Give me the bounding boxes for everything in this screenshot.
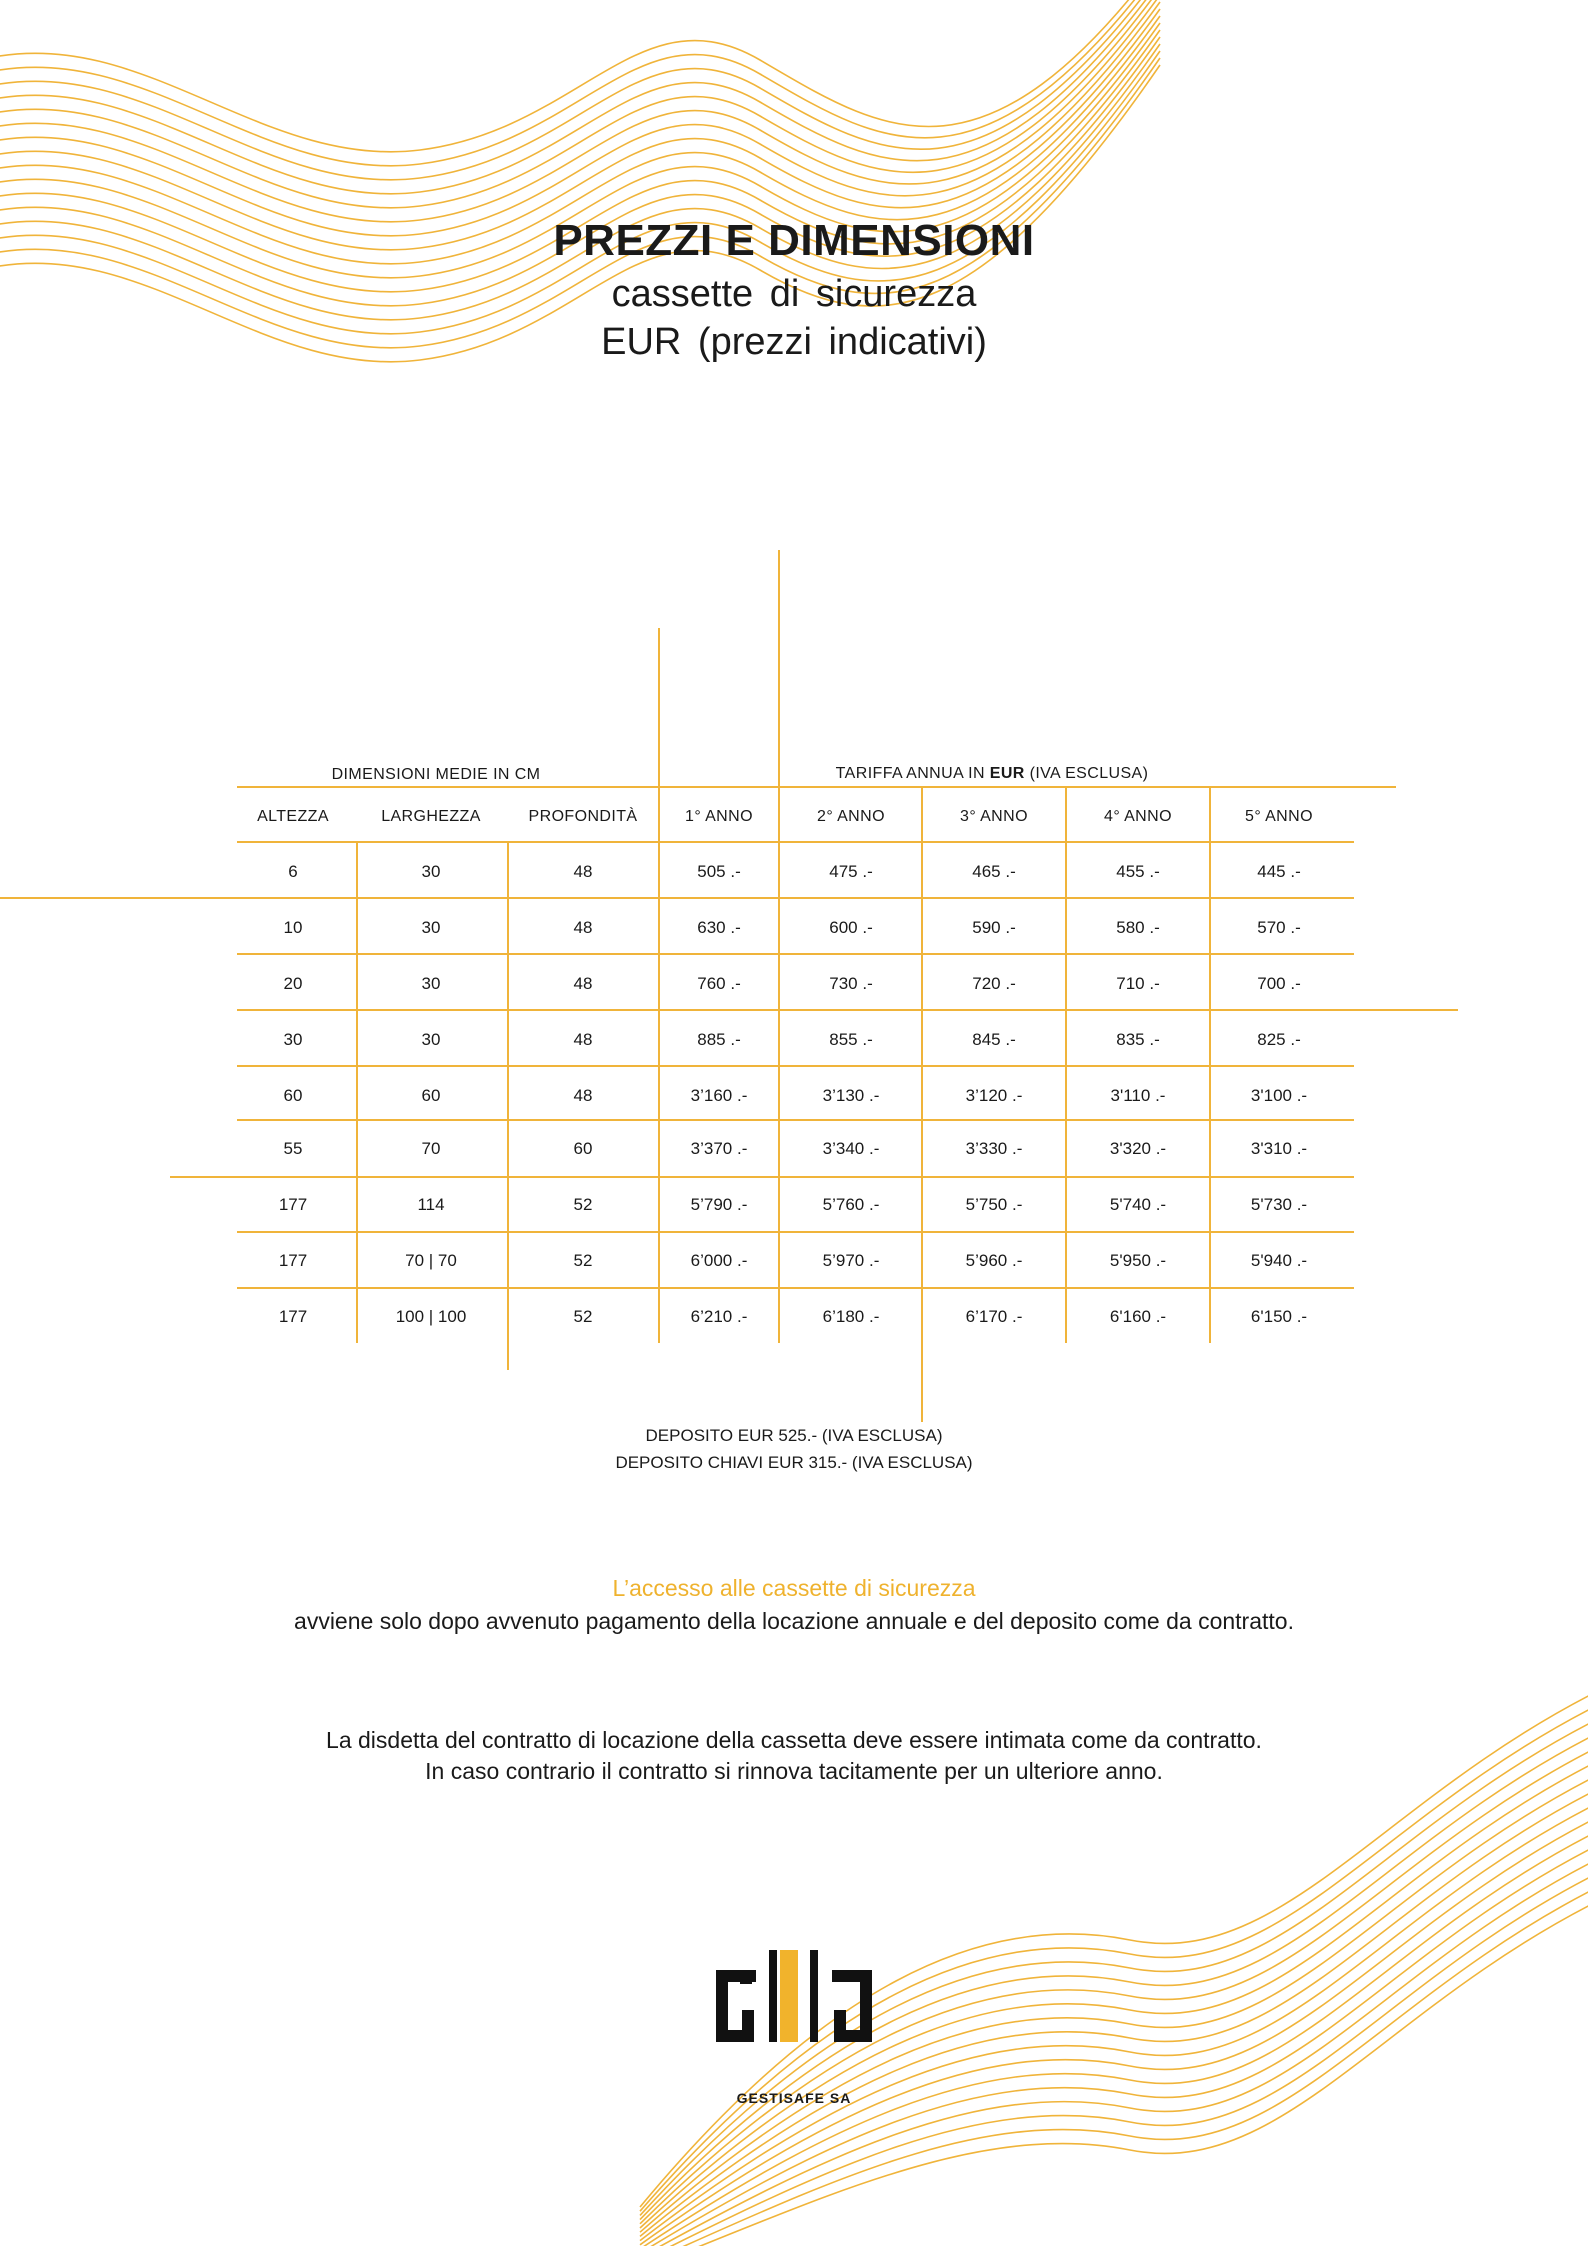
table-cell: 20 [283,974,303,993]
table-cell: 845 .- [972,1030,1016,1049]
table-cell: 48 [573,974,593,993]
table-cell: 3’160 .- [690,1086,748,1105]
table-cell: 5’760 .- [822,1195,880,1214]
table-cell: 6'160 .- [1109,1307,1167,1326]
table-cell: 10 [283,918,303,937]
wave-line [0,0,1160,208]
column-header-larghezza: LARGHEZZA [381,808,481,825]
table-cell: 6’210 .- [690,1307,748,1326]
gestisafe-logo-icon [716,1950,872,2042]
wave-line [640,1872,1588,2246]
table-cell: 55 [283,1139,303,1158]
table-cell: 3'320 .- [1109,1139,1167,1158]
table-cell: 60 [573,1139,593,1158]
table-cell: 445 .- [1257,862,1301,881]
wave-line [0,0,1160,222]
table-cell: 30 [421,862,441,881]
table-cell: 6’000 .- [690,1251,748,1270]
table-cell: 720 .- [972,974,1016,993]
table-cell: 3'110 .- [1110,1086,1166,1105]
table-cell: 5'740 .- [1109,1195,1167,1214]
table-cell: 30 [283,1030,303,1049]
column-header-anno-4: 4° ANNO [1104,808,1172,825]
dimension-group-header: DIMENSIONI MEDIE IN CM [331,766,541,783]
table-cell: 48 [573,1086,593,1105]
page-subtitle-line2: EUR (prezzi indicativi) [601,321,987,363]
table-cell: 5’750 .- [965,1195,1023,1214]
table-cell: 465 .- [972,862,1016,881]
title-block [0,212,1588,366]
wave-line [0,0,1160,180]
table-cell: 760 .- [697,974,741,993]
wave-line [0,0,1160,166]
table-cell: 177 [278,1251,308,1270]
company-name: GESTISAFE SA [736,2090,852,2106]
table-cell: 5'730 .- [1250,1195,1308,1214]
table-cell: 3’330 .- [965,1139,1023,1158]
wave-line [640,1844,1588,2246]
table-cell: 100 | 100 [395,1307,467,1326]
table-cell: 6 [288,862,298,881]
column-header-anno-1: 1° ANNO [685,808,753,825]
column-header-altezza: ALTEZZA [257,808,329,825]
table-cell: 48 [573,1030,593,1049]
table-cell: 5’970 .- [822,1251,880,1270]
column-header-anno-3: 3° ANNO [960,808,1028,825]
table-cell: 570 .- [1257,918,1301,937]
table-cell: 3’370 .- [690,1139,748,1158]
table-cell: 700 .- [1257,974,1301,993]
table-cell: 600 .- [829,918,873,937]
wave-line [0,0,1160,194]
table-cell: 60 [421,1086,441,1105]
table-cell: 177 [278,1195,308,1214]
table-cell: 3’130 .- [822,1086,880,1105]
table-cell: 5'940 .- [1250,1251,1308,1270]
tariff-group-header: TARIFFA ANNUA IN EUR (IVA ESCLUSA) [835,765,1149,782]
table-cell: 52 [573,1307,593,1326]
access-text: avviene solo dopo avvenuto pagamento della locazione annuale e del deposito come da contratto. [294,1608,1294,1634]
table-cell: 855 .- [829,1030,873,1049]
cancellation-notice [0,1725,1588,1787]
table-cell: 590 .- [972,918,1016,937]
column-header-profondita: PROFONDITÀ [528,808,638,825]
column-header-anno-5: 5° ANNO [1245,808,1313,825]
table-cell: 5'950 .- [1109,1251,1167,1270]
table-cell: 3’340 .- [822,1139,880,1158]
notice-line2: In caso contrario il contratto si rinnova tacitamente per un ulteriore anno. [425,1758,1163,1784]
table-cell: 70 [421,1139,441,1158]
deposit-info [0,1422,1588,1476]
table-cell: 5’790 .- [690,1195,748,1214]
table-cell: 630 .- [697,918,741,937]
table-cell: 3’120 .- [965,1086,1023,1105]
table-cell: 6’170 .- [965,1307,1023,1326]
table-cell: 3'310 .- [1250,1139,1308,1158]
table-cell: 52 [573,1251,593,1270]
page-subtitle-line1: cassette di sicurezza [611,273,977,315]
table-cell: 3'100 .- [1250,1086,1308,1105]
table-cell: 30 [421,918,441,937]
column-header-anno-2: 2° ANNO [817,808,885,825]
table-cell: 475 .- [829,862,873,881]
table-cell: 710 .- [1116,974,1160,993]
notice-line1: La disdetta del contratto di locazione della cassetta deve essere intimata come da contratto. [326,1727,1262,1753]
access-heading: L’accesso alle cassette di sicurezza [612,1575,976,1601]
wave-line [0,2,1160,236]
table-cell: 835 .- [1116,1030,1160,1049]
table-cell: 5’960 .- [965,1251,1023,1270]
table-cell: 30 [421,1030,441,1049]
table-cell: 177 [278,1307,308,1326]
table-cell: 30 [421,974,441,993]
table-cell: 455 .- [1116,862,1160,881]
table-cell: 580 .- [1116,918,1160,937]
wave-line [640,1858,1588,2246]
table-cell: 730 .- [829,974,873,993]
table-cell: 48 [573,862,593,881]
table-cell: 885 .- [697,1030,741,1049]
table-cell: 114 [417,1195,445,1214]
table-cell: 6’180 .- [822,1307,880,1326]
table-cell: 825 .- [1257,1030,1301,1049]
table-cell: 70 | 70 [405,1251,457,1270]
wave-line [640,1886,1588,2246]
table-cell: 60 [283,1086,303,1105]
access-info [0,1572,1588,1638]
table-cell: 48 [573,918,593,937]
deposit-line: DEPOSITO EUR 525.- (IVA ESCLUSA) [645,1426,943,1445]
key-deposit-line: DEPOSITO CHIAVI EUR 315.- (IVA ESCLUSA) [615,1453,973,1472]
page-title: PREZZI E DIMENSIONI [553,216,1035,265]
table-cell: 52 [573,1195,593,1214]
wave-line [0,0,1160,152]
table-cell: 6'150 .- [1250,1307,1308,1326]
table-cell: 505 .- [697,862,741,881]
